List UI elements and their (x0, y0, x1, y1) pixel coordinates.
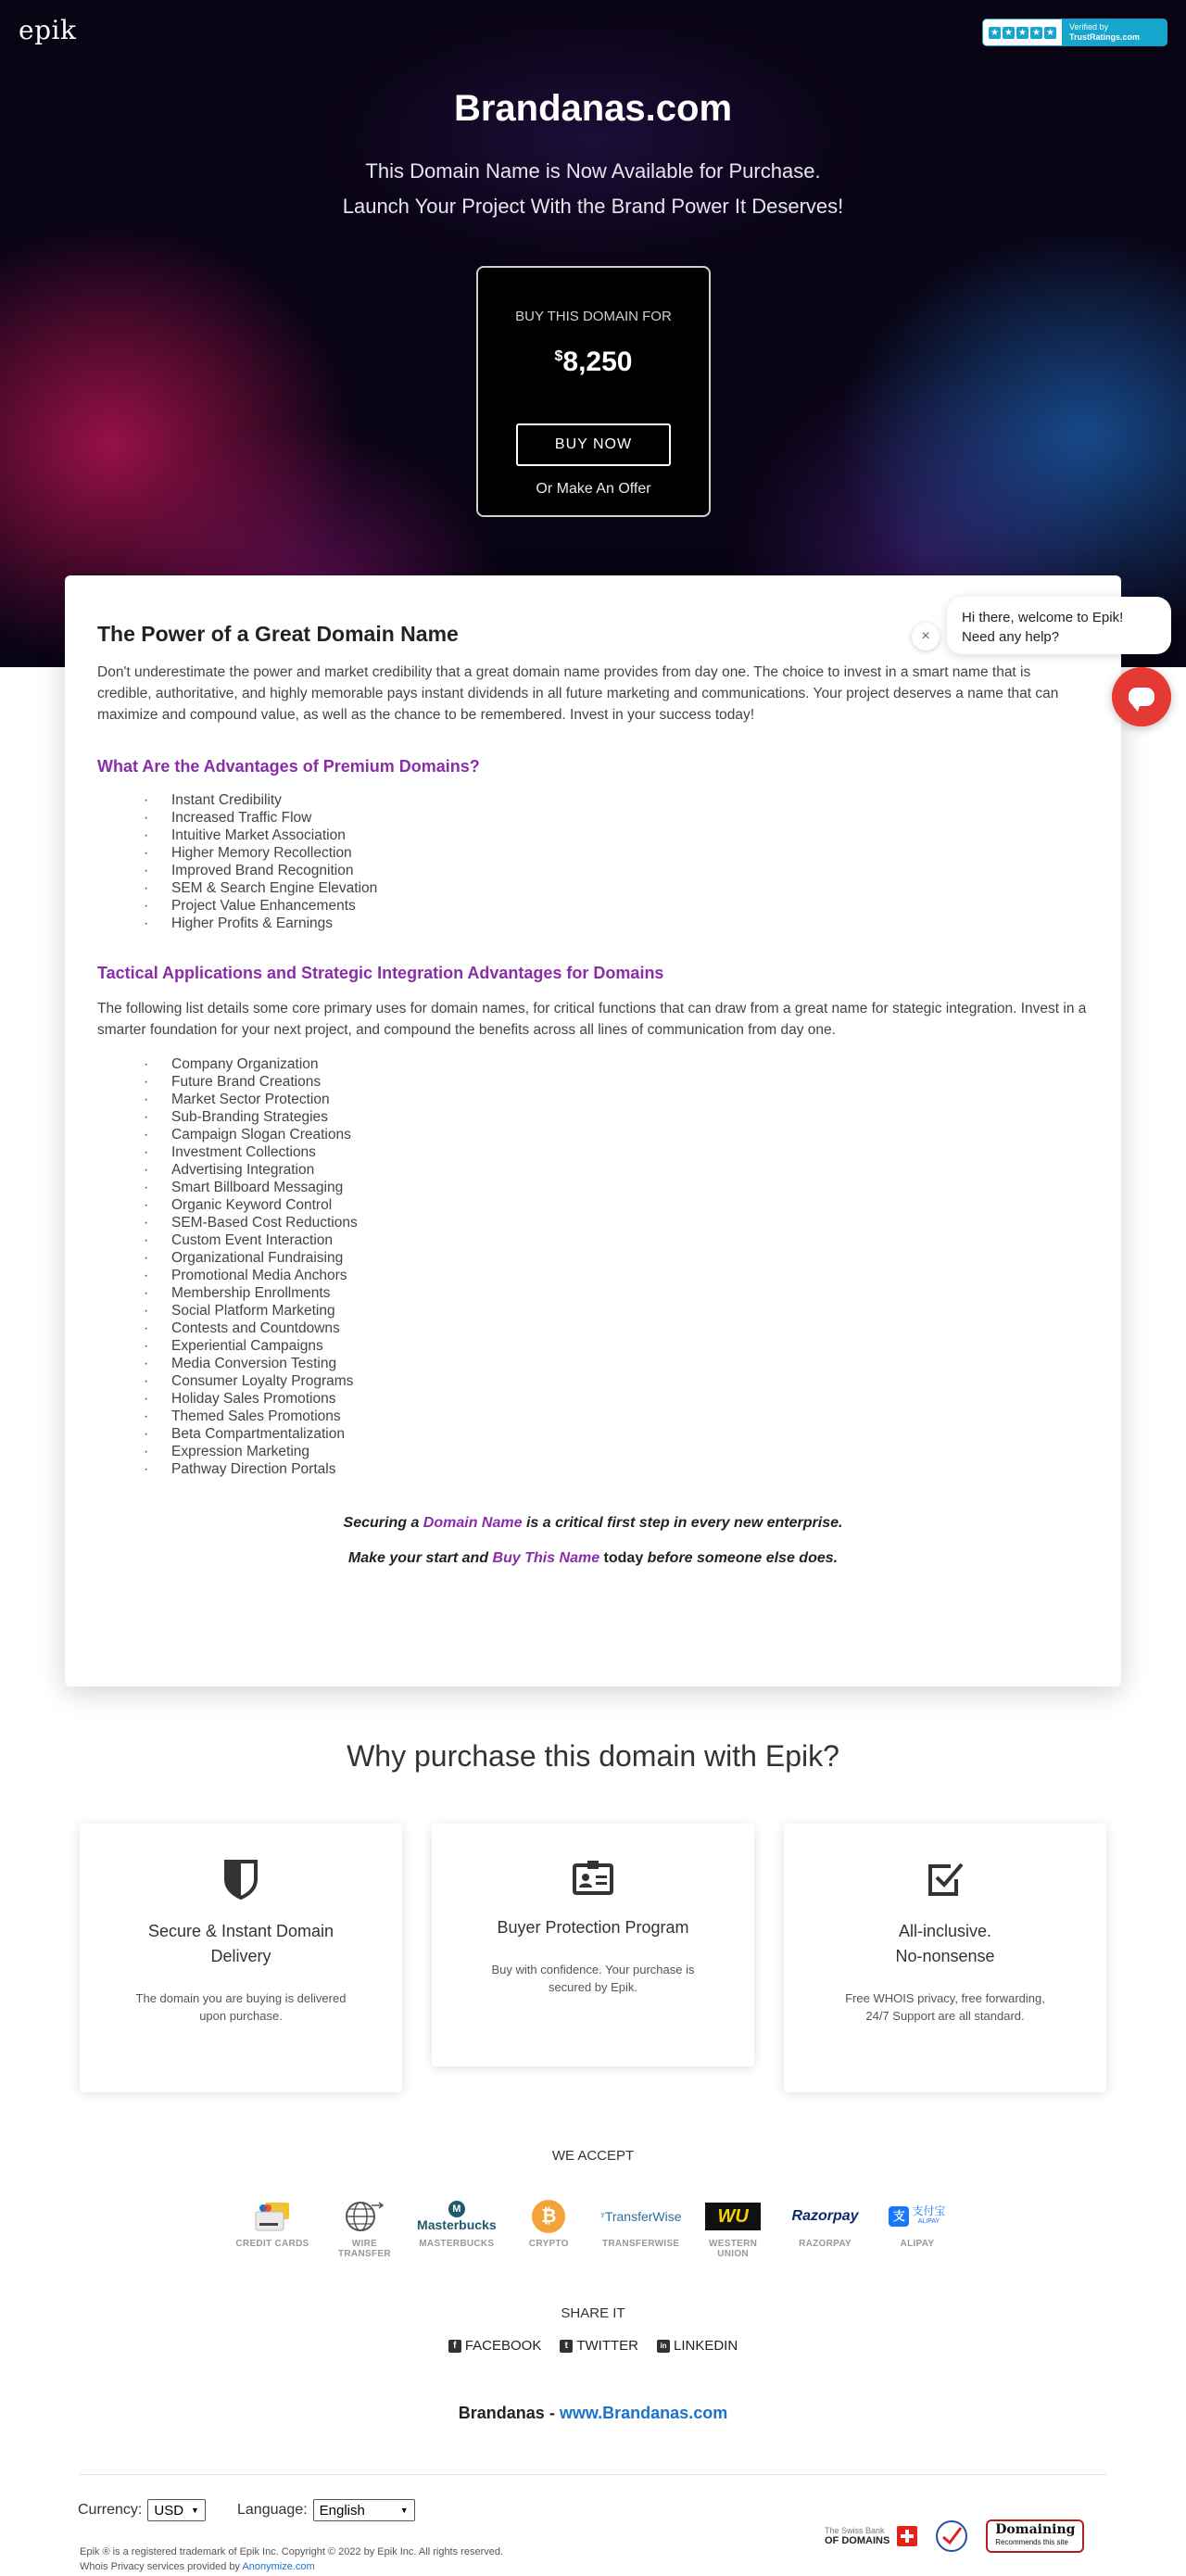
transferwise-logo: TransferWise (604, 2209, 682, 2224)
content-card (65, 575, 1121, 1686)
shield-icon (222, 1859, 259, 1900)
chat-greeting-line2: Need any help? (962, 629, 1060, 645)
list-item: · Smart Billboard Messaging (144, 1179, 1089, 1196)
swiss-bank-text (825, 2526, 890, 2546)
feature-title-line: Secure & Instant Domain (147, 1922, 334, 1940)
transferwise-icon: ⁷ (599, 2210, 605, 2223)
star-icon: ★ (989, 27, 1001, 39)
copyright-line-2 (80, 2559, 503, 2574)
share-label: TWITTER (576, 2338, 638, 2354)
razorpay-icon: Razorpay (791, 2208, 859, 2224)
list-item: · SEM-Based Cost Reductions (144, 1214, 1089, 1231)
content-title: The Power of a Great Domain Name (97, 622, 459, 646)
payment-masterbucks (418, 2198, 496, 2259)
closing-text: Securing a (343, 1515, 423, 1531)
we-accept-title: WE ACCEPT (551, 2148, 635, 2164)
share-facebook-link[interactable] (448, 2338, 542, 2354)
hero-subtitle-2: Launch Your Project With the Brand Power It Deserves! (342, 195, 844, 218)
feature-desc: Free WHOIS privacy, free forwarding, 24/7 Support are all standard. (845, 1991, 1045, 2023)
list-item: · Higher Profits & Earnings (144, 915, 1089, 932)
hero-subtitle-1: This Domain Name is Now Available for Purchase. (365, 159, 821, 183)
list-item: · Higher Memory Recollection (144, 844, 1089, 862)
list-item: · Market Sector Protection (144, 1091, 1089, 1108)
currency-symbol: $ (554, 348, 563, 364)
buy-box (476, 266, 711, 517)
currency-value: USD (154, 2502, 184, 2519)
feature-title-line: Delivery (210, 1947, 271, 1965)
list-item: · Organizational Fundraising (144, 1249, 1089, 1267)
brand-url-link[interactable]: www.Brandanas.com (559, 2404, 728, 2422)
chat-bubble-icon (1129, 688, 1154, 706)
swiss-bank-line2: OF DOMAINS (825, 2535, 890, 2546)
trust-badge-line2: TrustRatings.com (1069, 32, 1141, 42)
price (478, 347, 709, 378)
alipay-logo-text: 支付宝 (912, 2204, 946, 2217)
share-links (0, 2338, 1186, 2354)
share-label: LINKEDIN (674, 2338, 738, 2354)
language-select[interactable] (313, 2499, 415, 2521)
language-label: Language: (237, 2502, 308, 2518)
why-title: Why purchase this domain with Epik? (347, 1739, 839, 1773)
list-item: · Advertising Integration (144, 1161, 1089, 1179)
make-offer-link[interactable]: Or Make An Offer (536, 481, 651, 497)
brand-name: Brandanas (458, 2404, 545, 2422)
payment-crypto (510, 2198, 587, 2259)
list-item: · Company Organization (144, 1055, 1089, 1073)
chevron-down-icon: ▼ (191, 2506, 199, 2515)
western-union-icon: WU (705, 2203, 761, 2230)
payment-credit-cards (233, 2198, 311, 2259)
list-item: · Expression Marketing (144, 1443, 1089, 1460)
list-item: · Contests and Countdowns (144, 1320, 1089, 1337)
payment-caption: WIRE TRANSFER (338, 2239, 391, 2259)
alipay-icon: 支 (889, 2206, 909, 2227)
buy-this-name-link[interactable]: Buy This Name (492, 1550, 600, 1566)
bitcoin-icon: ₿ (532, 2200, 565, 2233)
swiss-bank-logo[interactable] (825, 2526, 917, 2546)
chat-greeting[interactable] (947, 597, 1171, 654)
list-item: · SEM & Search Engine Elevation (144, 879, 1089, 897)
tactical-intro: The following list details some core primary uses for domain names, for critical functions that can draw from a great name for stategic integration. Invest in a smarter foundation for your next project, and compound the benefits across all lines of communication from day one. (97, 1001, 1087, 1038)
list-item: · Consumer Loyalty Programs (144, 1372, 1089, 1390)
domaining-badge[interactable] (986, 2519, 1084, 2553)
hero-section (0, 0, 1186, 667)
feature-card-all-inclusive (784, 1824, 1106, 2092)
globe-icon (344, 2200, 385, 2233)
closing-text: before someone else does. (643, 1550, 839, 1566)
whois-text: Whois Privacy services provided by (80, 2561, 243, 2572)
currency-selector (78, 2499, 206, 2521)
intro-paragraph: Don't underestimate the power and market credibility that a great domain name provides from day one. The choice to invest in a smart name that is credible, authoritative, and highly memorable pays instant dividends in all future marketing and communications. Your project deserves a name that can maximize and compound value, as well as the chance to be remembered. Invest in your success today! (97, 664, 1059, 723)
domain-title: Brandanas.com (453, 88, 733, 129)
epik-logo[interactable]: epik (19, 15, 77, 45)
share-twitter-link[interactable] (560, 2338, 638, 2354)
advantages-heading: What Are the Advantages of Premium Domains? (97, 757, 480, 776)
list-item: · Organic Keyword Control (144, 1196, 1089, 1214)
copyright-line-1: Epik ® is a registered trademark of Epik Inc. Copyright © 2022 by Epik Inc. All rights reserved. (80, 2546, 504, 2557)
star-icon: ★ (1030, 27, 1042, 39)
tactical-heading: Tactical Applications and Strategic Integration Advantages for Domains (97, 964, 664, 982)
uses-list (144, 1055, 1089, 1478)
chat-launcher-button[interactable] (1112, 667, 1171, 726)
feature-title-line: No-nonsense (895, 1947, 995, 1965)
linkedin-icon: in (657, 2340, 670, 2353)
language-value: English (319, 2502, 365, 2519)
payment-western-union (694, 2198, 772, 2259)
list-item: · Instant Credibility (144, 791, 1089, 809)
checkbox-icon (925, 1859, 965, 1900)
currency-select[interactable] (147, 2499, 206, 2521)
alipay-logo (912, 2205, 945, 2228)
list-item: · Sub-Branding Strategies (144, 1108, 1089, 1126)
buy-now-button[interactable]: BUY NOW (516, 423, 671, 466)
language-selector (237, 2499, 415, 2521)
feature-title-line: Buyer Protection Program (497, 1918, 689, 1937)
feature-card-buyer-protection (432, 1824, 754, 2066)
trust-badge-line1: Verified by (1069, 22, 1109, 32)
trust-ratings-badge[interactable] (982, 19, 1167, 46)
currency-label: Currency: (78, 2502, 143, 2518)
payment-wire-transfer (325, 2198, 403, 2259)
list-item: · Improved Brand Recognition (144, 862, 1089, 879)
brand-separator: - (544, 2404, 560, 2422)
payment-caption: TRANSFERWISE (601, 2239, 680, 2249)
list-item: · Social Platform Marketing (144, 1302, 1089, 1320)
payment-caption: RAZORPAY (799, 2239, 852, 2249)
list-item: · Pathway Direction Portals (144, 1460, 1089, 1478)
masterbucks-icon: M (448, 2201, 465, 2217)
domaining-title: Domaining (995, 2522, 1076, 2537)
payment-transferwise (599, 2198, 682, 2259)
anonymize-link[interactable]: Anonymize.com (242, 2561, 315, 2572)
list-item: · Experiential Campaigns (144, 1337, 1089, 1355)
swiss-cross-icon (897, 2526, 917, 2546)
share-title: SHARE IT (561, 2305, 625, 2321)
payment-caption: MASTERBUCKS (419, 2239, 495, 2249)
closing-line-2 (97, 1550, 1089, 1567)
feature-title (80, 1919, 402, 1969)
list-item: · Beta Compartmentalization (144, 1425, 1089, 1443)
star-icon: ★ (1044, 27, 1056, 39)
feature-desc: The domain you are buying is delivered upon purchase. (135, 1991, 347, 2023)
domain-name-link[interactable]: Domain Name (423, 1515, 523, 1531)
payment-caption: WESTERN UNION (709, 2239, 758, 2259)
list-item: · Increased Traffic Flow (144, 809, 1089, 827)
list-item: · Future Brand Creations (144, 1073, 1089, 1091)
payment-caption: CREDIT CARDS (235, 2239, 309, 2249)
list-item: · Promotional Media Anchors (144, 1267, 1089, 1284)
feature-title-line: All-inclusive. (898, 1922, 992, 1940)
feature-title (784, 1919, 1106, 1969)
credit-cards-icon (252, 2201, 293, 2232)
share-linkedin-link[interactable] (657, 2338, 738, 2354)
facebook-icon: f (448, 2340, 461, 2353)
domaining-sub: Recommends this site (995, 2538, 1068, 2546)
id-card-icon (572, 1859, 614, 1896)
list-item: · Investment Collections (144, 1143, 1089, 1161)
footer-logos (825, 2519, 1084, 2554)
star-icon: ★ (1016, 27, 1028, 39)
payment-caption: ALIPAY (900, 2239, 935, 2249)
buy-label: BUY THIS DOMAIN FOR (515, 309, 672, 324)
icann-icon[interactable] (934, 2519, 969, 2554)
chevron-down-icon: ▼ (399, 2506, 409, 2515)
footer-divider (80, 2474, 1106, 2475)
payment-razorpay (787, 2198, 864, 2259)
chat-greeting-line1: Hi there, welcome to Epik! (962, 610, 1124, 625)
alipay-logo-sub: ALIPAY (917, 2218, 940, 2225)
closing-text: Make your start and (347, 1550, 493, 1566)
chat-close-button[interactable]: × (912, 623, 940, 650)
list-item: · Membership Enrollments (144, 1284, 1089, 1302)
advantages-list (144, 791, 1089, 932)
list-item: · Custom Event Interaction (144, 1231, 1089, 1249)
share-label: FACEBOOK (464, 2338, 542, 2354)
masterbucks-logo: Masterbucks (417, 2217, 497, 2232)
copyright (80, 2544, 503, 2574)
payment-caption: CRYPTO (528, 2239, 569, 2249)
closing-text: is a critical first step in every new enterprise. (522, 1515, 843, 1531)
payment-alipay (878, 2198, 956, 2259)
list-item: · Media Conversion Testing (144, 1355, 1089, 1372)
list-item: · Campaign Slogan Creations (144, 1126, 1089, 1143)
list-item: · Intuitive Market Association (144, 827, 1089, 844)
trust-stars (983, 19, 1062, 45)
list-item: · Themed Sales Promotions (144, 1408, 1089, 1425)
swiss-bank-line1: The Swiss Bank (825, 2526, 885, 2535)
twitter-icon: t (560, 2340, 573, 2353)
closing-text: today (599, 1550, 644, 1566)
payment-methods (233, 2198, 956, 2259)
feature-desc: Buy with confidence. Your purchase is secured by Epik. (491, 1963, 695, 1994)
star-icon: ★ (1003, 27, 1015, 39)
trust-badge-text (1062, 19, 1167, 45)
list-item: · Holiday Sales Promotions (144, 1390, 1089, 1408)
list-item: · Project Value Enhancements (144, 897, 1089, 915)
feature-title (432, 1915, 754, 1940)
price-value: 8,250 (562, 347, 633, 377)
feature-card-secure (80, 1824, 402, 2092)
closing-line-1 (97, 1515, 1089, 1532)
brand-line (0, 2404, 1186, 2423)
